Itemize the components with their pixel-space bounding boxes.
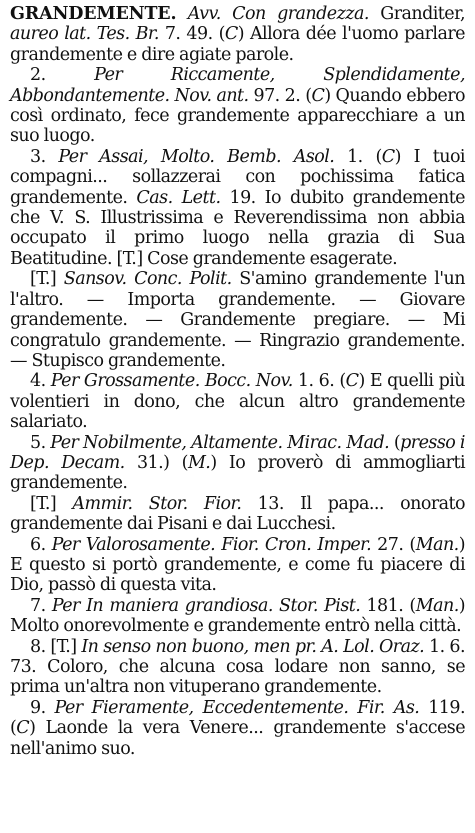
entry-sense xyxy=(10,147,465,269)
body-text: 3. xyxy=(30,146,59,167)
italic-text: Per Grossamente. Bocc. Nov. xyxy=(50,371,293,392)
italic-text: Cas. Lett. xyxy=(136,187,221,208)
italic-text: Man. xyxy=(415,534,459,555)
entry-sense xyxy=(10,371,465,432)
italic-text: C xyxy=(381,146,395,167)
italic-text: presso i Dep. Decam. xyxy=(10,432,465,473)
italic-text: aureo lat. Tes. Br. xyxy=(10,24,159,45)
body-text: ) Laonde la vera Venere... grandemente s'accese nell'animo suo. xyxy=(10,718,465,759)
headword: GRANDEMENTE. xyxy=(10,4,177,24)
body-text: 2. xyxy=(30,65,95,86)
body-text: [T.] xyxy=(30,493,73,514)
entry-sense xyxy=(10,698,465,759)
italic-text: Avv. Con grandezza. xyxy=(187,4,369,24)
dictionary-entry xyxy=(10,4,465,759)
body-text: 7. xyxy=(30,595,52,616)
entry-definition xyxy=(10,4,465,65)
italic-text: Per Valorosamente. Fior. Cron. Imper. xyxy=(51,534,372,555)
entry-sense xyxy=(10,65,465,147)
body-text: 4. xyxy=(30,371,51,392)
body-text: ) E quelli più volentieri in dono, che alcun altro grandemente salariato. xyxy=(10,371,466,433)
entry-sense xyxy=(10,596,465,637)
italic-text: C xyxy=(16,718,30,739)
italic-text: Per Assai, Molto. Bemb. Asol. xyxy=(58,146,335,167)
italic-text: C xyxy=(345,371,359,392)
body-text xyxy=(176,4,187,24)
body-text: [T.] xyxy=(30,269,64,290)
body-text: 8. [T.] xyxy=(30,636,82,657)
body-text: 9. xyxy=(30,697,55,718)
body-text: ) Allora dée l'uomo parlare grandemente e dire agiate parole. xyxy=(10,24,465,65)
italic-text: Per Nobilmente, Altamente. Mirac. Mad. xyxy=(50,432,390,453)
body-text: 31.) ( xyxy=(124,452,188,473)
italic-text: Man. xyxy=(415,595,459,616)
entry-sense xyxy=(10,269,465,371)
body-text: 97. 2. ( xyxy=(248,85,312,106)
body-text: S'amino grandemente l'un l'altro. — Importa grandemente. — Giovare grandemente. — Grandemente pregiare. — Mi congratulo grandemente. — Ringrazio grandemente. — Stupisco grandemente. xyxy=(10,269,465,371)
body-text: 7. 49. ( xyxy=(158,24,225,45)
entry-sense xyxy=(10,433,465,494)
italic-text: M. xyxy=(187,452,211,473)
italic-text: Sansov. Conc. Polit. xyxy=(63,269,232,290)
entry-sense xyxy=(10,535,465,596)
italic-text: Per In maniera grandiosa. Stor. Pist. xyxy=(51,595,361,616)
body-text: 119. ( xyxy=(10,697,465,739)
italic-text: C xyxy=(311,85,325,106)
italic-text: C xyxy=(224,24,238,45)
body-text: 1. 6. 73. Coloro, che alcuna cosa lodare non sanno, se prima un'altra non vituperano grandemente. xyxy=(10,636,465,698)
body-text: ) Molto onorevolmente e grandemente entrò nella città. xyxy=(10,595,465,637)
body-text: 181. ( xyxy=(360,595,416,616)
italic-text: Per Riccamente, Splendidamente, Abbondantemente. Nov. ant. xyxy=(10,65,465,106)
body-text: 19. Io dubito grandemente che V. S. Illustrissima e Reverendissima non abbia occupato il primo luogo nella grazia di Sua Beatitudine. [T.] Cose grandemente esagerate. xyxy=(10,187,465,269)
body-text: ) Quando ebbero così ordinato, fece grandemente apparecchiare a un suo luogo. xyxy=(10,85,465,147)
entry-sense xyxy=(10,494,465,535)
body-text: 27. ( xyxy=(371,534,416,555)
body-text: 13. Il papa... onorato grandemente dai Pisani e dai Lucchesi. xyxy=(10,493,465,535)
body-text: 1. ( xyxy=(334,146,382,167)
body-text: ) I tuoi compagni... sollazzerai con pochissima fatica grandemente. xyxy=(10,146,465,208)
body-text: ) Io proverò di ammogliarti grandemente. xyxy=(10,452,465,494)
body-text: 5. xyxy=(30,432,51,453)
body-text: Granditer, xyxy=(368,4,466,24)
italic-text: Per Fieramente, Eccedentemente. Fir. As. xyxy=(54,697,420,718)
italic-text: Ammir. Stor. Fior. xyxy=(72,493,242,514)
body-text: 6. xyxy=(30,534,52,555)
body-text: ( xyxy=(389,432,401,453)
body-text: 1. 6. ( xyxy=(292,371,346,392)
italic-text: In senso non buono, men pr. A. Lol. Oraz. xyxy=(81,636,425,657)
body-text: ) E questo si portò grandemente, e come fu piacere di Dio, passò di questa vita. xyxy=(10,534,465,596)
entry-sense xyxy=(10,637,465,698)
